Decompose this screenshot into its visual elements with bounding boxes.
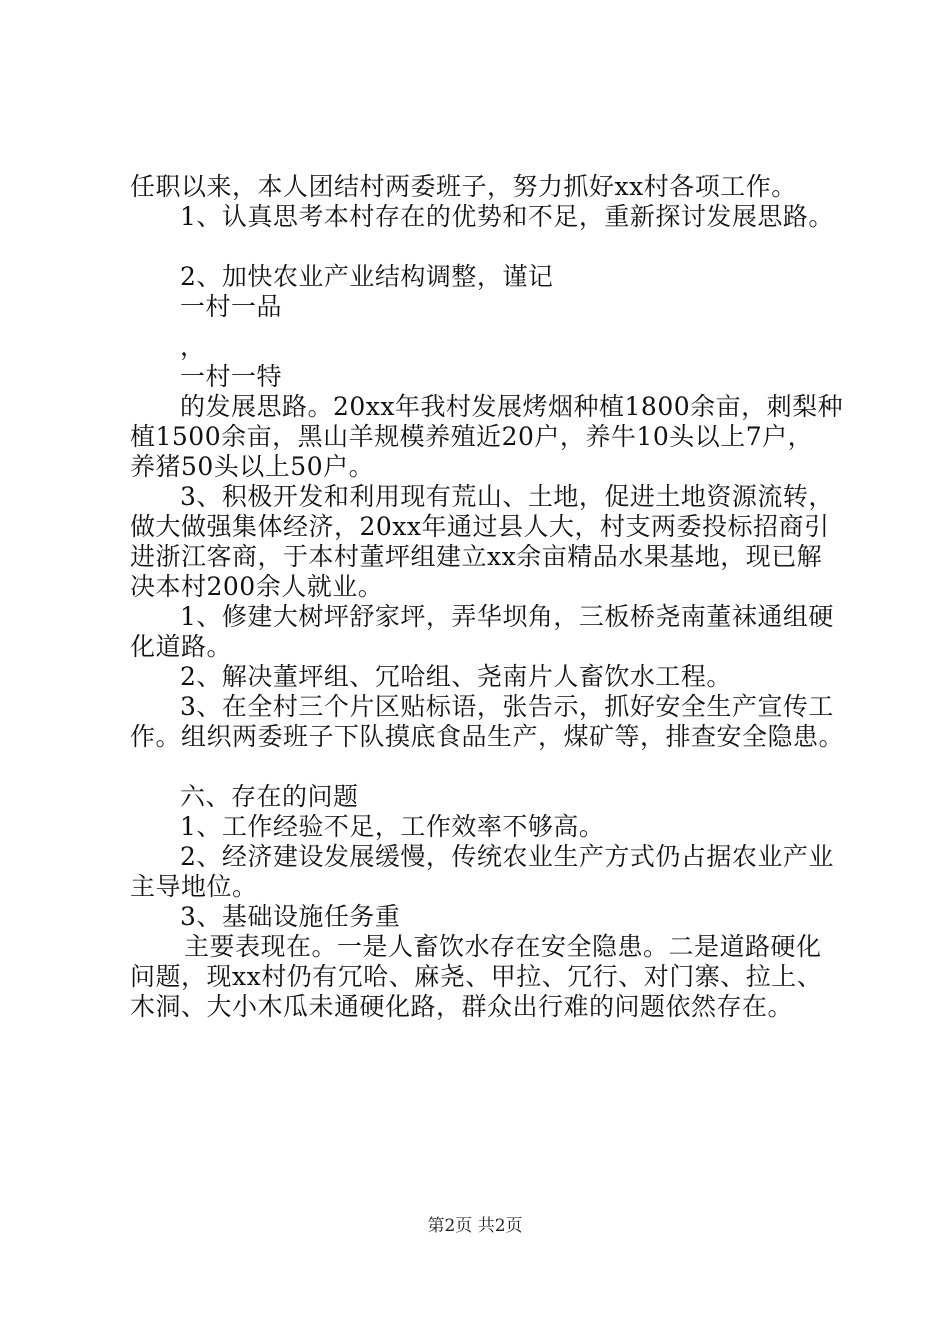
paragraph-line: 化道路。 (130, 632, 233, 661)
paragraph-line: 决本村200余人就业。 (130, 572, 384, 601)
paragraph-line: 1、认真思考本村存在的优势和不足，重新探讨发展思路。 (180, 202, 834, 231)
document-body (130, 172, 845, 1022)
page-number: 第2页 共2页 (427, 1216, 523, 1236)
paragraph-line: 进浙江客商，于本村董坪组建立xx余亩精品水果基地，现已解 (130, 542, 823, 571)
paragraph-line: 做大做强集体经济，20xx年通过县人大，村支两委投标招商引 (130, 512, 830, 541)
paragraph-line: 一村一特 (180, 362, 283, 391)
paragraph-line: 一村一品 (180, 292, 283, 321)
paragraph-line: 养猪50头以上50户。 (130, 452, 375, 481)
paragraph-line: 1、工作经验不足，工作效率不够高。 (180, 812, 605, 841)
paragraph-line: 植1500余亩，黑山羊规模养殖近20户，养牛10头以上7户， (130, 422, 814, 451)
blank-line (130, 752, 845, 782)
paragraph-line: 作。组织两委班子下队摸底食品生产，煤矿等，排查安全隐患。 (130, 722, 845, 751)
paragraph-line: ， (180, 332, 206, 361)
paragraph-line: 的发展思路。20xx年我村发展烤烟种植1800余亩，刺梨种 (180, 392, 844, 421)
paragraph-line: 2、经济建设发展缓慢，传统农业生产方式仍占据农业产业 (180, 842, 834, 871)
paragraph-line: 木洞、大小木瓜未通硬化路，群众出行难的问题依然存在。 (130, 992, 794, 1021)
paragraph-line: 3、基础设施任务重 (180, 902, 401, 931)
paragraph-line: 2、解决董坪组、冗哈组、尧南片人畜饮水工程。 (180, 662, 732, 691)
paragraph-line: 主导地位。 (130, 872, 258, 901)
paragraph-line: 主要表现在。一是人畜饮水存在安全隐患。二是道路硬化 (184, 932, 822, 961)
paragraph-line: 问题，现xx村仍有冗哈、麻尧、甲拉、冗行、对门寨、拉上、 (130, 962, 823, 991)
paragraph-line: 3、积极开发和利用现有荒山、土地，促进土地资源流转， (180, 482, 834, 511)
paragraph-line: 任职以来，本人团结村两委班子，努力抓好xx村各项工作。 (130, 172, 797, 201)
paragraph-line: 1、修建大树坪舒家坪，弄华坝角，三板桥尧南董袜通组硬 (180, 602, 834, 631)
section-heading: 六、存在的问题 (180, 782, 359, 811)
blank-line (130, 322, 845, 332)
paragraph-line: 2、加快农业产业结构调整，谨记 (180, 262, 554, 291)
paragraph-line: 3、在全村三个片区贴标语，张告示，抓好安全生产宣传工 (180, 692, 834, 721)
blank-line (130, 232, 845, 262)
